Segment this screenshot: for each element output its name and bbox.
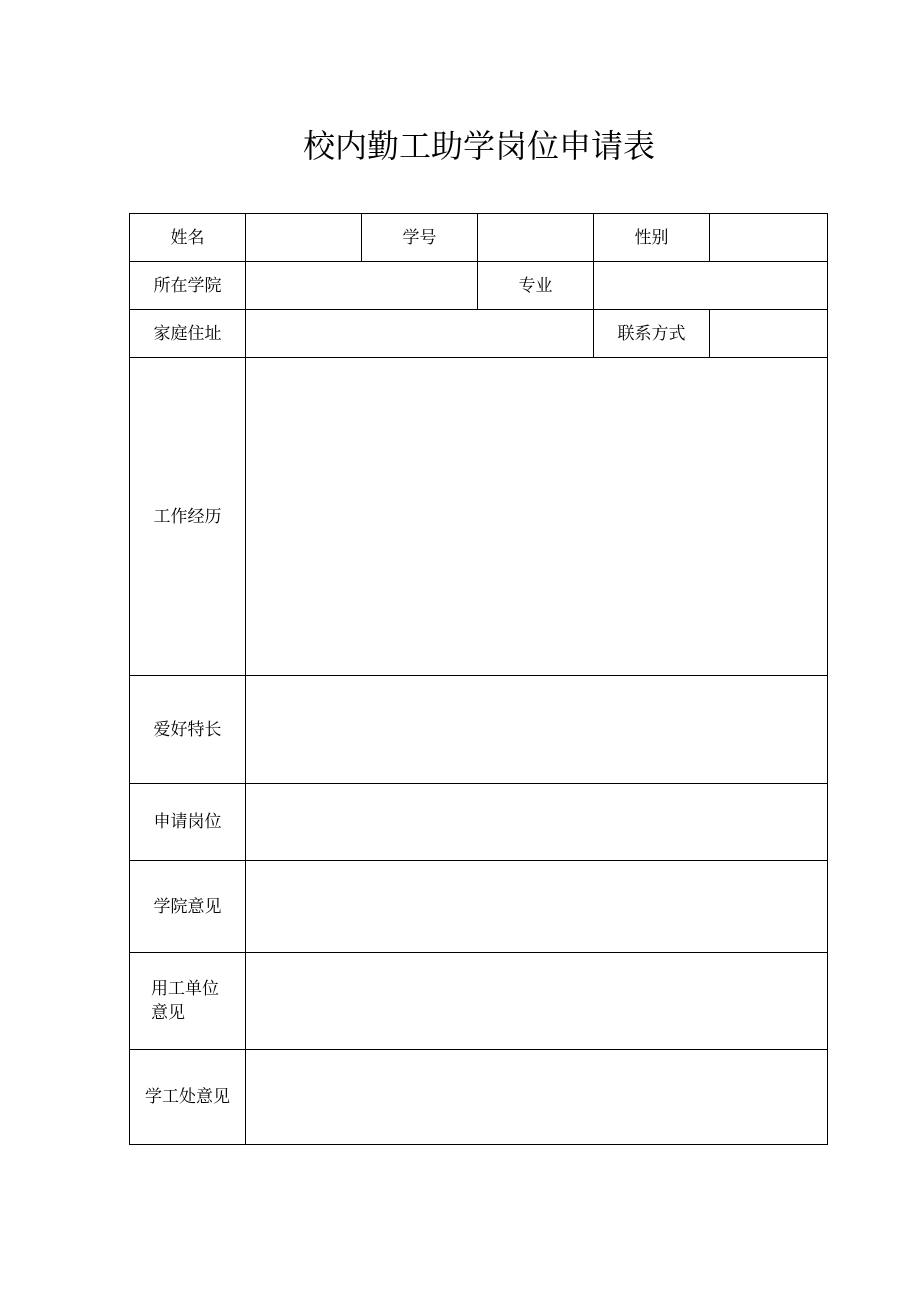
employer-opinion-label-line1: 用工单位	[151, 979, 219, 999]
form-row-hobbies	[130, 676, 828, 784]
work-experience-label: 工作经历	[130, 358, 246, 676]
form-row-college-opinion	[130, 861, 828, 953]
employer-opinion-label	[130, 953, 246, 1050]
form-row-basic-info	[130, 214, 828, 262]
major-label: 专业	[478, 262, 594, 310]
student-affairs-opinion-value-cell[interactable]	[246, 1050, 828, 1145]
contact-label: 联系方式	[594, 310, 710, 358]
employer-opinion-label-line2: 意见	[151, 1003, 185, 1023]
work-experience-value-cell[interactable]	[246, 358, 828, 676]
college-opinion-value-cell[interactable]	[246, 861, 828, 953]
form-row-work-experience	[130, 358, 828, 676]
form-row-college-major	[130, 262, 828, 310]
contact-value-cell[interactable]	[710, 310, 828, 358]
college-value-cell[interactable]	[246, 262, 478, 310]
form-row-position	[130, 784, 828, 861]
form-row-address-contact	[130, 310, 828, 358]
student-affairs-opinion-label: 学工处意见	[130, 1050, 246, 1145]
form-row-student-affairs-opinion	[130, 1050, 828, 1145]
hobbies-label: 爱好特长	[130, 676, 246, 784]
hobbies-value-cell[interactable]	[246, 676, 828, 784]
gender-label: 性别	[594, 214, 710, 262]
student-id-value-cell[interactable]	[478, 214, 594, 262]
employer-opinion-value-cell[interactable]	[246, 953, 828, 1050]
page-title: 校内勤工助学岗位申请表	[302, 127, 655, 165]
address-label: 家庭住址	[130, 310, 246, 358]
position-value-cell[interactable]	[246, 784, 828, 861]
college-opinion-label: 学院意见	[130, 861, 246, 953]
gender-value-cell[interactable]	[710, 214, 828, 262]
student-id-label: 学号	[362, 214, 478, 262]
address-value-cell[interactable]	[246, 310, 594, 358]
name-label: 姓名	[130, 214, 246, 262]
name-value-cell[interactable]	[246, 214, 362, 262]
major-value-cell[interactable]	[594, 262, 828, 310]
application-form-table	[129, 213, 828, 1145]
college-label: 所在学院	[130, 262, 246, 310]
position-label: 申请岗位	[130, 784, 246, 861]
form-row-employer-opinion	[130, 953, 828, 1050]
